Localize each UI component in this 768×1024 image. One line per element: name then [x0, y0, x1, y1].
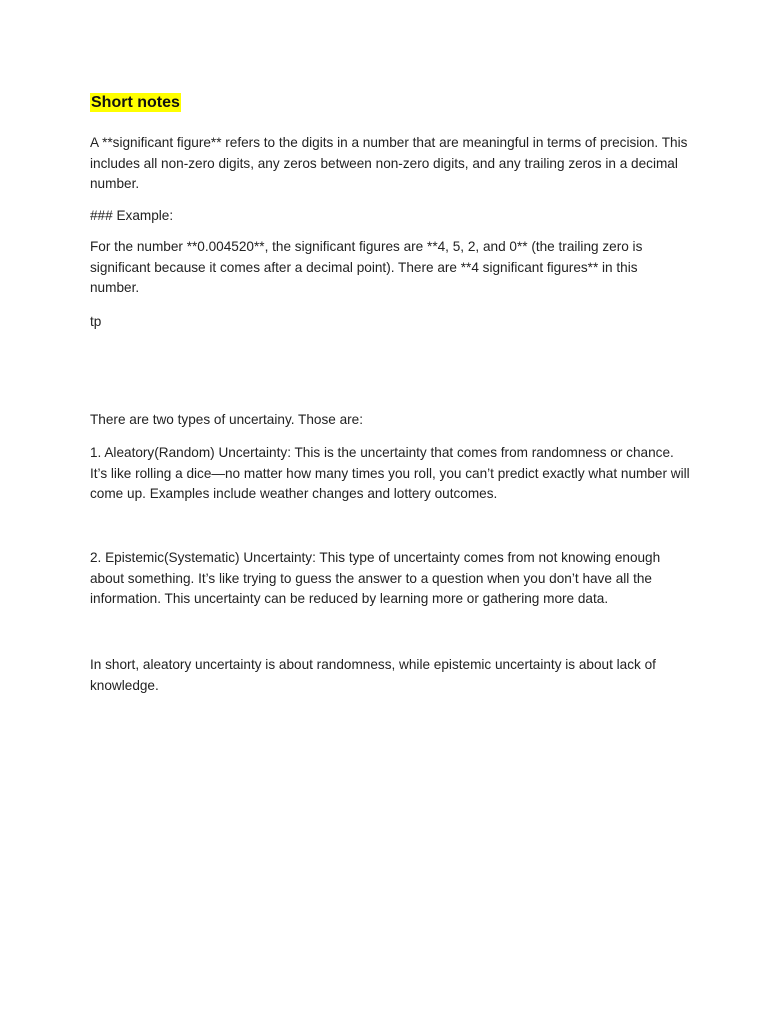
sigfig-definition-paragraph: A **significant figure** refers to the digits in a number that are meaningful in terms of precision. This includes all non-zero digits, any zeros between non-zero digits, and any trailing zeros in a decimal number.: [90, 135, 688, 191]
example-heading: ### Example:: [90, 208, 174, 223]
page-title: [90, 93, 181, 113]
example-paragraph: For the number **0.004520**, the significant figures are **4, 5, 2, and 0** (the trailing zero is significant because it comes after a decimal point). There are **4 significant figures** in this number.: [90, 239, 643, 295]
tp-paragraph: tp: [90, 314, 102, 329]
highlighted-title-text: Short notes: [91, 94, 180, 111]
summary-paragraph: In short, aleatory uncertainty is about randomness, while epistemic uncertainty is about lack of knowledge.: [90, 657, 656, 693]
epistemic-paragraph: 2. Epistemic(Systematic) Uncertainty: This type of uncertainty comes from not knowing enough about something. It’s like trying to guess the answer to a question when you don’t have all the information. This uncertainty can be reduced by learning more or gathering more data.: [90, 550, 661, 606]
aleatory-paragraph: 1. Aleatory(Random) Uncertainty: This is the uncertainty that comes from randomness or chance. It’s like rolling a dice—no matter how many times you roll, you can’t predict exactly what number will come up. Examples include weather changes and lottery outcomes.: [90, 445, 690, 501]
uncertainty-intro-paragraph: There are two types of uncertainy. Those are:: [90, 412, 364, 427]
